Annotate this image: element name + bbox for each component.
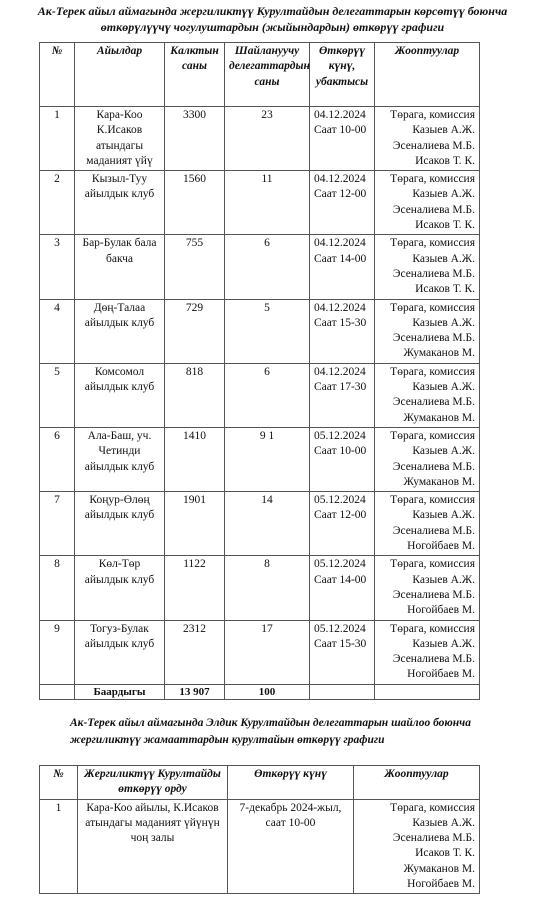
total-population: 13 907 <box>165 684 225 699</box>
column-header-date: Өткөрүү күнү <box>228 766 354 800</box>
delegates-cell: 9 1 <box>225 427 310 491</box>
row-number: 6 <box>40 427 75 491</box>
delegates-meetings-table <box>39 42 480 700</box>
population-cell: 755 <box>165 235 225 299</box>
table-row <box>40 799 480 894</box>
population-cell: 1560 <box>165 171 225 235</box>
responsible-cell: Төрага, комиссия Казыев А.Ж. Эсеналиева М.Б. Жумаканов М. <box>375 299 480 363</box>
village-cell: Ала-Баш, уч. Четинди айылдык клуб <box>75 427 165 491</box>
total-row <box>40 684 480 699</box>
village-cell: Кара-Коо К.Исаков атындагы маданият үйү <box>75 107 165 171</box>
population-cell: 1901 <box>165 492 225 556</box>
table-row <box>40 363 480 427</box>
total-delegates: 100 <box>225 684 310 699</box>
population-cell: 729 <box>165 299 225 363</box>
row-number: 9 <box>40 620 75 684</box>
column-header-place: Жергиликтүү Курултайды өткөрүү орду <box>78 766 228 800</box>
date-cell: 04.12.2024 Саат 14-00 <box>310 235 375 299</box>
table-row <box>40 235 480 299</box>
row-number: 1 <box>40 799 78 894</box>
row-number: 7 <box>40 492 75 556</box>
column-header-villages: Айылдар <box>75 43 165 107</box>
table-row <box>40 107 480 171</box>
date-cell: 05.12.2024 Саат 12-00 <box>310 492 375 556</box>
village-cell: Комсомол айылдык клуб <box>75 363 165 427</box>
population-cell: 1410 <box>165 427 225 491</box>
place-cell: Кара-Коо айылы, К.Исаков атындагы маданият үйүнүн чоң залы <box>78 799 228 894</box>
table-row <box>40 620 480 684</box>
row-number: 8 <box>40 556 75 620</box>
total-empty-cell <box>375 684 480 699</box>
population-cell: 818 <box>165 363 225 427</box>
kurultai-schedule-table <box>39 765 480 894</box>
responsible-cell: Төрага, комиссия Казыев А.Ж. Эсеналиева М.Б. Исаков Т. К. <box>375 171 480 235</box>
date-cell: 04.12.2024 Саат 12-00 <box>310 171 375 235</box>
table-header-row <box>40 43 480 107</box>
responsible-cell: Төрага, комиссия Казыев А.Ж. Эсеналиева М.Б. Жумаканов М. <box>375 427 480 491</box>
village-cell: Бар-Булак бала бакча <box>75 235 165 299</box>
delegates-cell: 11 <box>225 171 310 235</box>
table-header-row <box>40 766 480 800</box>
total-empty-cell <box>310 684 375 699</box>
responsible-cell: Төрага, комиссия Казыев А.Ж. Эсеналиева М.Б. Исаков Т. К. Жумаканов М. Ногойбаев М. <box>354 799 480 894</box>
total-empty-cell <box>40 684 75 699</box>
date-cell: 05.12.2024 Саат 10-00 <box>310 427 375 491</box>
date-cell: 04.12.2024 Саат 15-30 <box>310 299 375 363</box>
table-row <box>40 492 480 556</box>
delegates-cell: 23 <box>225 107 310 171</box>
date-cell: 05.12.2024 Саат 14-00 <box>310 556 375 620</box>
table-row <box>40 171 480 235</box>
population-cell: 2312 <box>165 620 225 684</box>
row-number: 3 <box>40 235 75 299</box>
row-number: 2 <box>40 171 75 235</box>
kurultai-schedule-title: Ак-Терек айыл аймагында Элдик Курултайдын делегаттарын шайлоо боюнча жергиликтүү жамааттардын курултайын өткөрүү графиги <box>70 717 471 746</box>
column-header-number: № <box>40 766 78 800</box>
delegates-cell: 6 <box>225 235 310 299</box>
responsible-cell: Төрага, комиссия Казыев А.Ж. Эсеналиева М.Б. Ногойбаев М. <box>375 492 480 556</box>
table-row <box>40 299 480 363</box>
village-cell: Дөң-Талаа айылдык клуб <box>75 299 165 363</box>
population-cell: 3300 <box>165 107 225 171</box>
row-number: 5 <box>40 363 75 427</box>
population-cell: 1122 <box>165 556 225 620</box>
village-cell: Көл-Төр айылдык клуб <box>75 556 165 620</box>
responsible-cell: Төрага, комиссия Казыев А.Ж. Эсеналиева М.Б. Ногойбаев М. <box>375 556 480 620</box>
row-number: 1 <box>40 107 75 171</box>
column-header-delegates: Шайлануучу делегаттардын саны <box>225 43 310 107</box>
delegates-cell: 6 <box>225 363 310 427</box>
column-header-date-time: Өткөрүү күнү, убактысы <box>310 43 375 107</box>
delegates-cell: 14 <box>225 492 310 556</box>
responsible-cell: Төрага, комиссия Казыев А.Ж. Эсеналиева М.Б. Исаков Т. К. <box>375 107 480 171</box>
delegates-cell: 17 <box>225 620 310 684</box>
total-label: Баардыгы <box>75 684 165 699</box>
column-header-responsible: Жооптуулар <box>375 43 480 107</box>
date-cell: 04.12.2024 Саат 17-30 <box>310 363 375 427</box>
date-cell: 04.12.2024 Саат 10-00 <box>310 107 375 171</box>
schedule-title: Ак-Терек айыл аймагында жергиликтүү Курултайдын делегаттарын көрсөтүү боюнча өткөрүлүүчү чогулуштардын (жыйындардын) өткөрүү графиги <box>37 4 508 34</box>
column-header-population: Калктын саны <box>165 43 225 107</box>
date-cell: 05.12.2024 Саат 15-30 <box>310 620 375 684</box>
row-number: 4 <box>40 299 75 363</box>
table-row <box>40 427 480 491</box>
responsible-cell: Төрага, комиссия Казыев А.Ж. Эсеналиева М.Б. Жумаканов М. <box>375 363 480 427</box>
responsible-cell: Төрага, комиссия Казыев А.Ж. Эсеналиева М.Б. Ногойбаев М. <box>375 620 480 684</box>
column-header-number: № <box>40 43 75 107</box>
responsible-cell: Төрага, комиссия Казыев А.Ж. Эсеналиева М.Б. Исаков Т. К. <box>375 235 480 299</box>
date-cell: 7-декабрь 2024-жыл, саат 10-00 <box>228 799 354 894</box>
village-cell: Кызыл-Туу айылдык клуб <box>75 171 165 235</box>
delegates-cell: 8 <box>225 556 310 620</box>
delegates-cell: 5 <box>225 299 310 363</box>
column-header-responsible: Жооптуулар <box>354 766 480 800</box>
village-cell: Коңур-Өлөң айылдык клуб <box>75 492 165 556</box>
village-cell: Тогуз-Булак айылдык клуб <box>75 620 165 684</box>
table-row <box>40 556 480 620</box>
